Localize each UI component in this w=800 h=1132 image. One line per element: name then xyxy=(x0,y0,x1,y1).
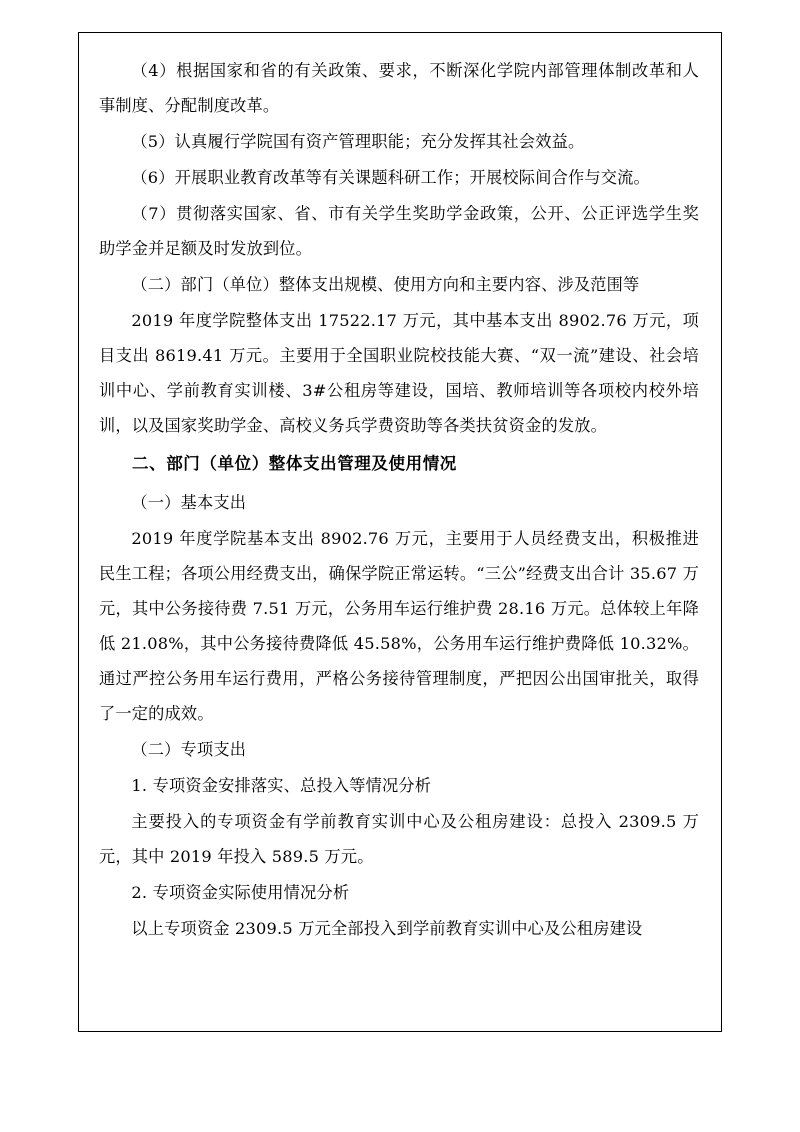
paragraph-special-item-2-detail: 以上专项资金 2309.5 万元全部投入到学前教育实训中心及公租房建设 xyxy=(131,919,643,938)
paragraph-item-5: （5）认真履行学院国有资产管理职能；充分发挥其社会效益。 xyxy=(131,132,585,151)
paragraph-subheading-special: （二）专项支出 xyxy=(131,740,247,759)
paragraph-section-two-scope: （二）部门（单位）整体支出规模、使用方向和主要内容、涉及范围等 xyxy=(131,275,640,294)
paragraph-item-6: （6）开展职业教育改革等有关课题科研工作；开展校际间合作与交流。 xyxy=(131,168,650,187)
paragraph-overall-expenditure: 2019 年度学院整体支出 17522.17 万元，其中基本支出 8902.76 万元，项目支出 8619.41 万元。主要用于全国职业院校技能大赛、“双一流”建设、社会培训中心、学前教育实训楼、3#公租房等建设，国培、教师培训等各项校内校外培训，以及国家奖助学金、高校义务兵学费资助等各类扶贫资金的发放。 xyxy=(99,311,699,435)
document-body xyxy=(79,33,721,946)
paragraph-item-4: （4）根据国家和省的有关政策、要求，不断深化学院内部管理体制改革和人事制度、分配制度改革。 xyxy=(99,61,699,115)
paragraph-item-7: （7）贯彻落实国家、省、市有关学生奖助学金政策，公开、公正评选学生奖助学金并足额及时发放到位。 xyxy=(99,204,699,258)
paragraph-subheading-basic: （一）基本支出 xyxy=(131,493,247,512)
paragraph-basic-expenditure-detail: 2019 年度学院基本支出 8902.76 万元，主要用于人员经费支出，积极推进民生工程；各项公用经费支出，确保学院正常运转。“三公”经费支出合计 35.67 万元，其中公务接待费 7.51 万元，公务用车运行维护费 28.16 万元。总体较上年降低 21.08%，其中公务接待费降低 45.58%，公务用车运行维护费降低 10.32%。通过严控公务用车运行费用，严格公务接待管理制度，严把因公出国审批关，取得了一定的成效。 xyxy=(99,529,699,723)
paragraph-special-item-1-detail: 主要投入的专项资金有学前教育实训中心及公租房建设：总投入 2309.5 万元，其中 2019 年投入 589.5 万元。 xyxy=(99,812,699,866)
page-border-frame xyxy=(78,32,722,1032)
paragraph-special-item-2: 2. 专项资金实际使用情况分析 xyxy=(131,883,350,902)
heading-section-two: 二、部门（单位）整体支出管理及使用情况 xyxy=(132,454,457,473)
paragraph-special-item-1: 1. 专项资金安排落实、总投入等情况分析 xyxy=(131,776,432,795)
